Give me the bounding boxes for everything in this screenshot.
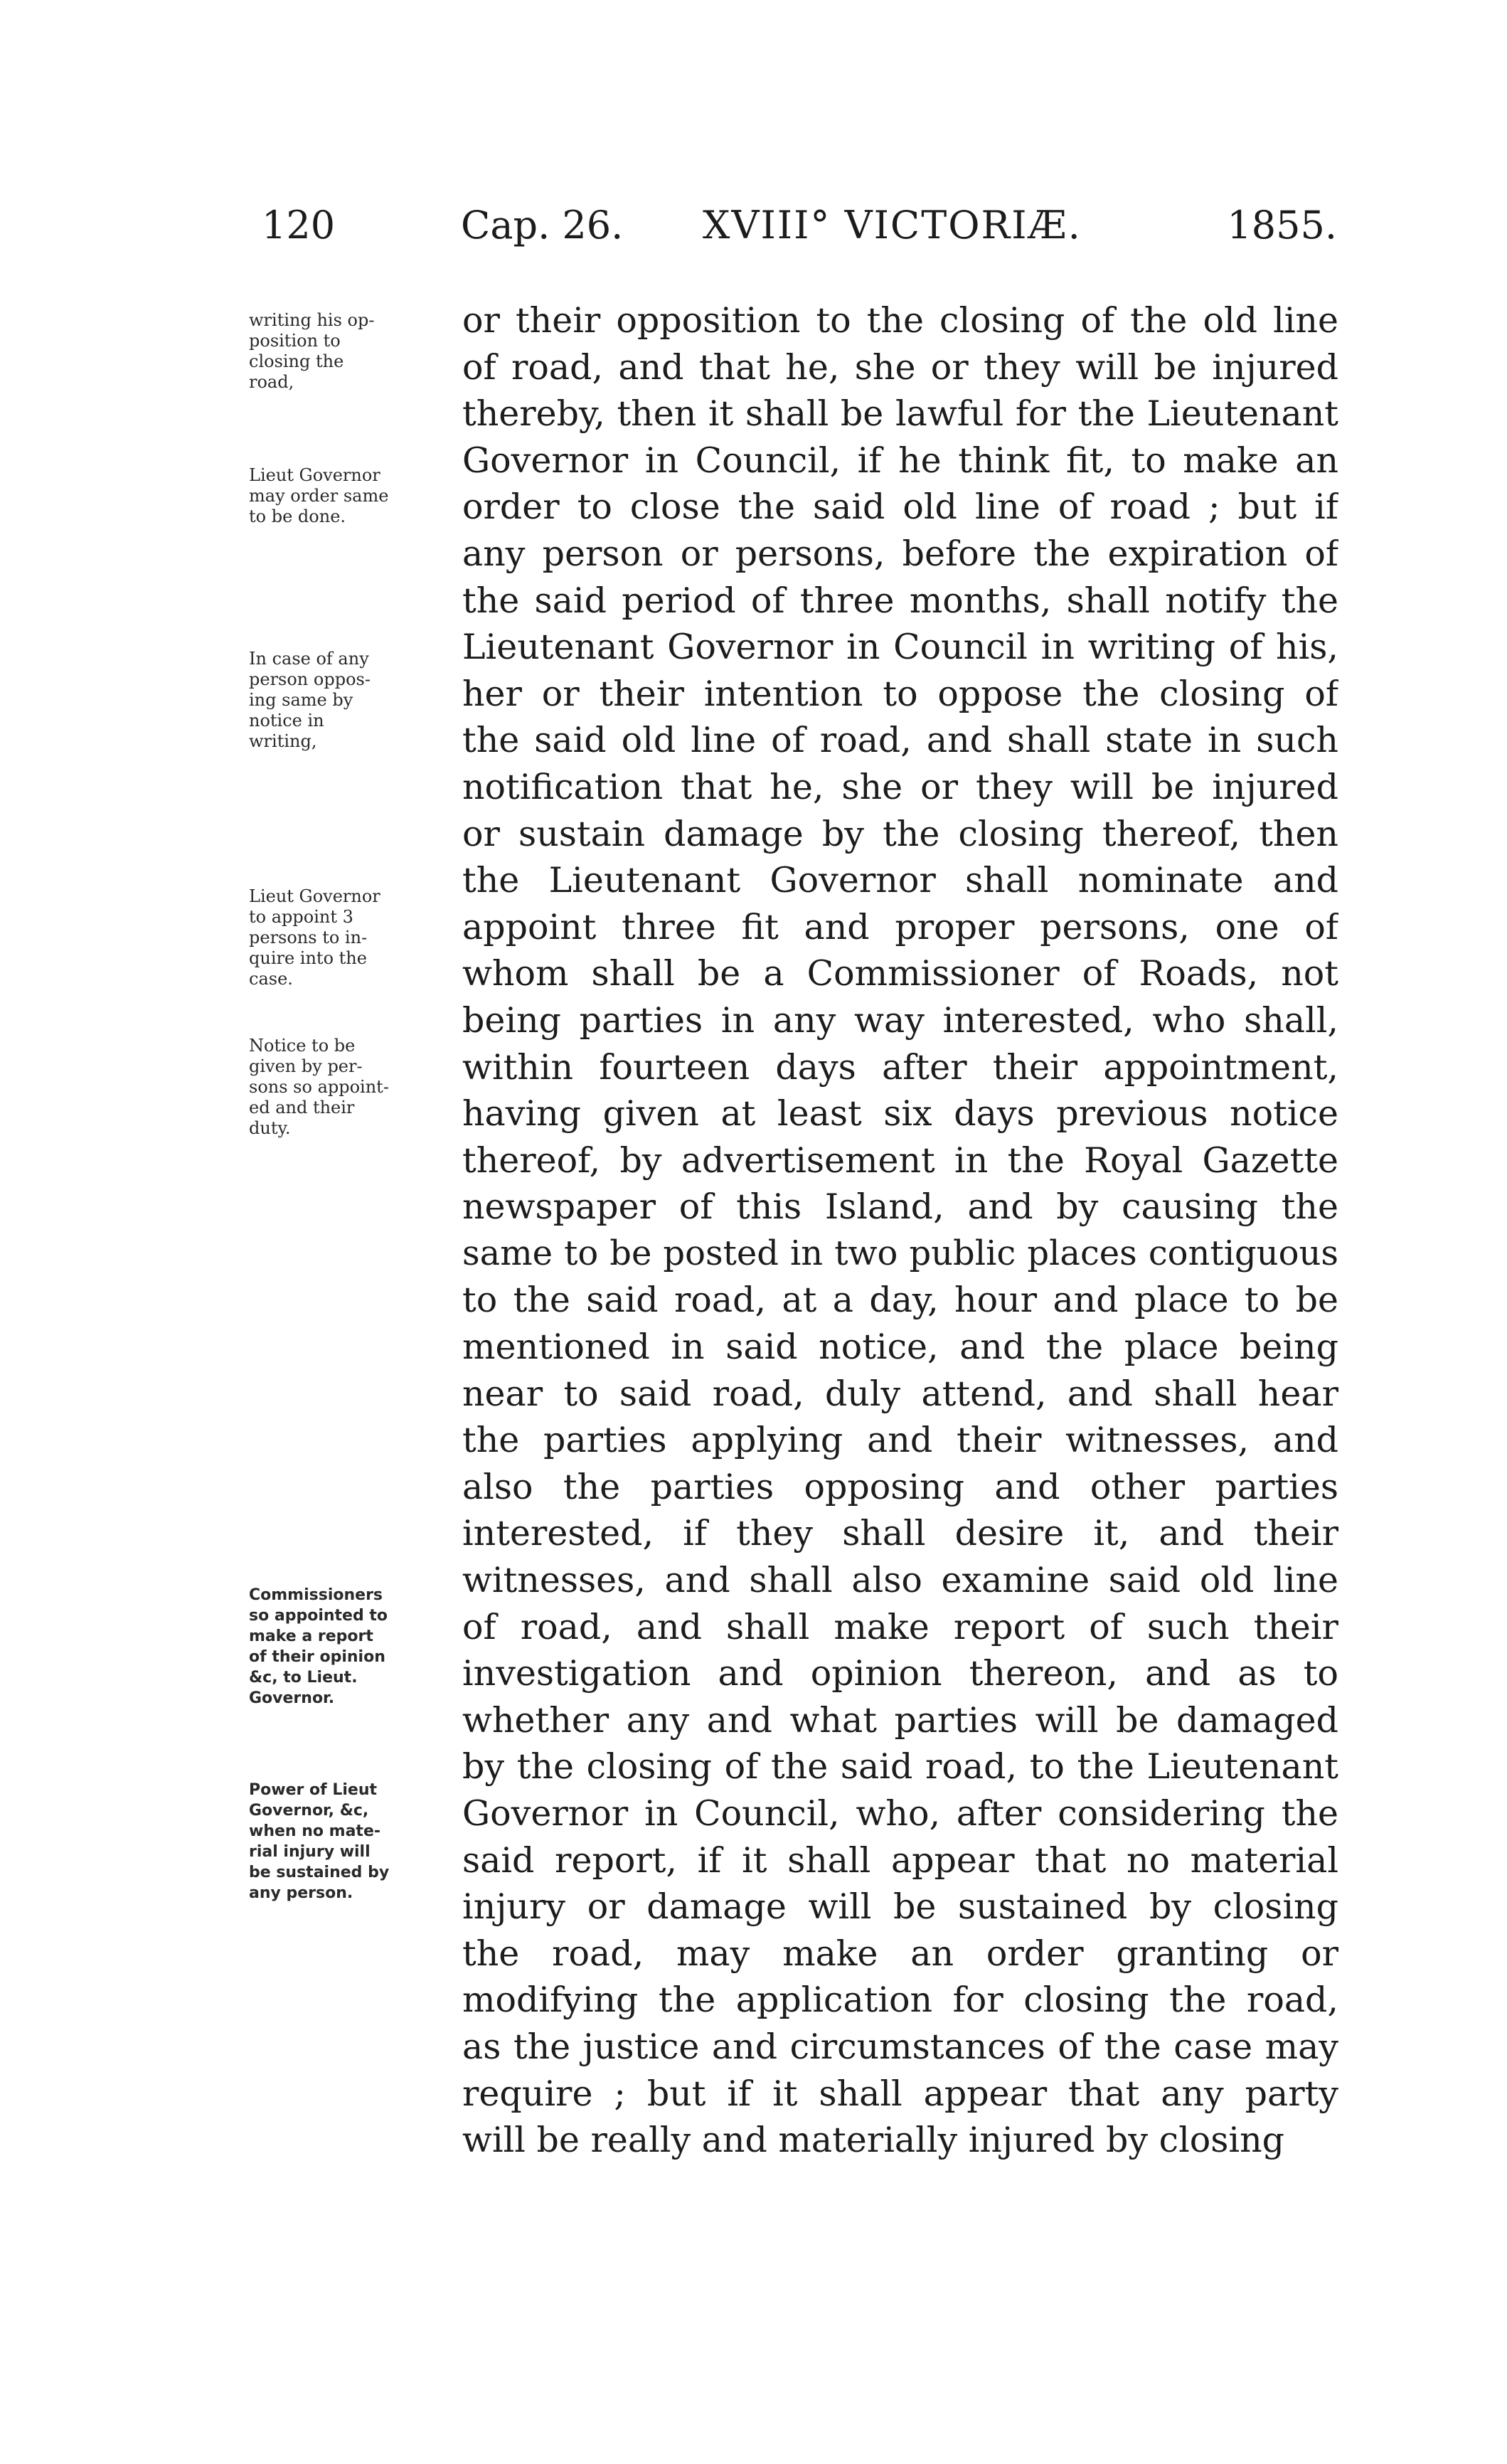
marginal-note-line: so appointed to — [249, 1607, 388, 1625]
body-line: or their opposition to the closing of the old line — [462, 300, 1338, 341]
marginal-note-line: ed and their — [249, 1098, 355, 1117]
marginal-note-line: to appoint 3 — [249, 907, 353, 927]
body-line: any person or persons, before the expiration of — [462, 533, 1338, 574]
body-line: or sustain damage by the closing thereof, then — [462, 813, 1338, 854]
marginal-note-line: closing the — [249, 351, 344, 371]
body-line: whether any and what parties will be damaged — [462, 1699, 1338, 1741]
marginal-note-line: position to — [249, 331, 341, 351]
body-line: order to close the said old line of road ; but if — [462, 487, 1338, 528]
marginal-note-line: case. — [249, 969, 293, 989]
marginal-note-line: person oppos- — [249, 669, 371, 689]
body-line: will be really and materially injured by closing — [462, 2120, 1285, 2161]
marginal-note-opposition — [249, 310, 455, 393]
marginal-note-line: be sustained by — [249, 1864, 390, 1881]
marginal-note-notice-duty — [249, 1036, 455, 1139]
marginal-note-line: Governor. — [249, 1689, 335, 1707]
marginal-note-line: sons so appoint- — [249, 1077, 389, 1097]
marginal-note-line: any person. — [249, 1884, 353, 1902]
body-line: Lieutenant Governor in Council in writing of his, — [462, 627, 1338, 668]
body-line: investigation and opinion thereon, and as to — [462, 1653, 1338, 1694]
body-line: within fourteen days after their appointment, — [462, 1046, 1338, 1088]
body-line: her or their intention to oppose the closing of — [462, 673, 1338, 714]
marginal-note-line: duty. — [249, 1118, 291, 1138]
marginal-note-line: Lieut Governor — [249, 886, 380, 906]
marginal-note-line: Power of Lieut — [249, 1781, 377, 1799]
body-line: modifying the application for closing the road, — [462, 1980, 1338, 2021]
body-line: the Lieutenant Governor shall nominate and — [462, 860, 1338, 901]
marginal-note-order-closing — [249, 465, 455, 527]
marginal-note-line: rial injury will — [249, 1843, 371, 1861]
body-line: thereby, then it shall be lawful for the Lieutenant — [462, 393, 1338, 435]
marginal-note-line: writing, — [249, 731, 317, 751]
body-text — [462, 297, 1338, 2164]
body-line: witnesses, and shall also examine said old line — [462, 1560, 1338, 1601]
body-line: whom shall be a Commissioner of Roads, not — [462, 953, 1338, 994]
marginal-note-appoint-persons — [249, 886, 455, 989]
marginal-note-line: quire into the — [249, 948, 367, 968]
marginal-note-line: to be done. — [249, 506, 346, 526]
running-header — [262, 201, 1337, 250]
body-line: the parties applying and their witnesses, and — [462, 1420, 1338, 1461]
marginal-note-line: given by per- — [249, 1056, 363, 1076]
body-line: having given at least six days previous notice — [462, 1093, 1338, 1135]
marginal-note-line: when no mate- — [249, 1822, 381, 1840]
marginal-note-line: persons to in- — [249, 928, 368, 947]
year: 1855. — [1227, 203, 1337, 248]
body-line: of road, and shall make report of such their — [462, 1606, 1338, 1647]
marginal-note-line: ing same by — [249, 690, 353, 710]
body-line: Governor in Council, who, after considering the — [462, 1793, 1338, 1834]
body-line: the road, may make an order granting or — [462, 1933, 1338, 1974]
body-line: thereof, by advertisement in the Royal Gazette — [462, 1140, 1338, 1181]
body-line: notification that he, she or they will be injured — [462, 766, 1338, 807]
body-line: of road, and that he, she or they will be injured — [462, 346, 1338, 388]
marginal-note-opposing-notice — [249, 649, 455, 752]
marginal-note-line: writing his op- — [249, 310, 375, 330]
marginal-note-line: notice in — [249, 711, 324, 731]
body-line: being parties in any way interested, who shall, — [462, 999, 1338, 1041]
marginal-note-line: of their opinion — [249, 1648, 385, 1666]
body-line: injury or damage will be sustained by closing — [462, 1886, 1338, 1928]
marginal-note-line: Commissioners — [249, 1586, 383, 1604]
marginal-note-line: Lieut Governor — [249, 465, 380, 485]
body-line: Governor in Council, if he think fit, to make an — [462, 440, 1338, 481]
page-number: 120 — [262, 203, 336, 248]
body-line: mentioned in said notice, and the place being — [462, 1327, 1338, 1368]
body-line: newspaper of this Island, and by causing the — [462, 1186, 1338, 1228]
body-line: as the justice and circumstances of the case may — [462, 2026, 1338, 2067]
marginal-note-power-no-injury — [249, 1780, 455, 1903]
marginal-note-commissioners-report — [249, 1585, 455, 1709]
chapter-number: Cap. 26. — [461, 203, 624, 248]
body-line: to the said road, at a day, hour and place to be — [462, 1280, 1338, 1321]
marginal-note-line: &c, to Lieut. — [249, 1669, 358, 1687]
marginal-note-line: make a report — [249, 1627, 373, 1645]
body-line: interested, if they shall desire it, and their — [462, 1513, 1338, 1554]
marginal-note-line: Notice to be — [249, 1036, 356, 1056]
body-line: by the closing of the said road, to the Lieutenant — [462, 1746, 1338, 1788]
marginal-note-line: Governor, &c, — [249, 1802, 369, 1820]
body-line: also the parties opposing and other parties — [462, 1466, 1338, 1507]
marginal-note-line: road, — [249, 372, 294, 392]
regnal-year: XVIII° VICTORIÆ. — [703, 203, 1082, 248]
body-line: the said old line of road, and shall state in such — [462, 720, 1338, 761]
body-line: require ; but if it shall appear that any party — [462, 2073, 1338, 2114]
body-line: same to be posted in two public places contiguous — [462, 1233, 1338, 1273]
marginal-note-line: In case of any — [249, 649, 369, 669]
body-line: appoint three fit and proper persons, one of — [462, 906, 1338, 947]
body-line: near to said road, duly attend, and shall hear — [462, 1373, 1338, 1414]
marginal-note-line: may order same — [249, 486, 389, 506]
body-line: said report, if it shall appear that no material — [462, 1839, 1338, 1881]
body-line: the said period of three months, shall notify the — [462, 580, 1338, 621]
